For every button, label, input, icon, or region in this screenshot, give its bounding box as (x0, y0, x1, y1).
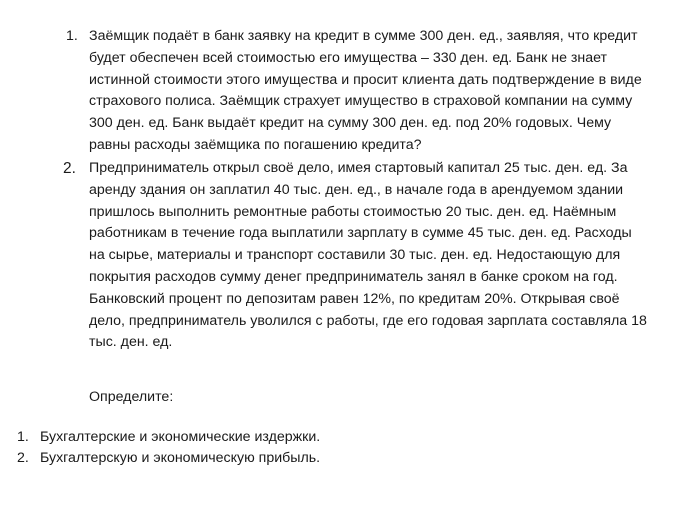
problem-2-number: 2. (63, 160, 76, 177)
problem-1-text (89, 26, 642, 157)
problem-1-line: Заёмщик подаёт в банк заявку на кредит в сумме 300 ден. ед., заявляя, что кредит (89, 28, 638, 44)
problem-2-text (89, 158, 647, 354)
task-2-text: Бухгалтерскую и экономическую прибыль. (40, 450, 321, 466)
problem-2-line: на сырье, материалы и транспорт составили 30 тыс. ден. ед. Недостающую для (89, 247, 621, 264)
problem-2-line: работникам в течение года выплатили зарплату в сумме 45 тыс. ден. ед. Расходы (89, 225, 632, 242)
problem-1-line: страхового полиса. Заёмщик страхует имущество в страховой компании на сумму (89, 93, 633, 110)
define-heading: Определите: (89, 389, 174, 405)
problem-2-line: покрытия расходов сумму денег предприниматель занял в банке сроком на год. (89, 268, 618, 285)
problem-2-line: Предприниматель открыл своё дело, имея стартовый капитал 25 тыс. ден. ед. За (89, 160, 628, 176)
problem-1-number: 1. (66, 28, 78, 44)
problem-1-line: будет обеспечен всей стоимостью его имущества – 330 ден. ед. Банк не знает (89, 49, 608, 66)
problem-2-line: пришлось выполнить ремонтные работы стоимостью 20 тыс. ден. ед. Наёмным (89, 203, 617, 220)
task-1-number: 1. (17, 429, 29, 445)
problem-2-line: тыс. ден. ед. (89, 334, 173, 351)
problem-2-line: дело, предприниматель уволился с работы, где его годовая зарплата составляла 18 (89, 312, 647, 329)
task-1-text: Бухгалтерские и экономические издержки. (40, 429, 321, 445)
problem-2-line: Банковский процент по депозитам равен 12%, по кредитам 20%. Открывая своё (89, 290, 620, 307)
task-2-number: 2. (17, 450, 29, 466)
problem-1-line: равны расходы заёмщика по погашению кредита? (89, 136, 422, 153)
problem-1-line: 300 ден. ед. Банк выдаёт кредит на сумму 300 ден. ед. под 20% годовых. Чему (89, 115, 612, 132)
problem-1-line: истинной стоимости этого имущества и просит клиента дать подтверждение в виде (89, 71, 642, 88)
problem-2-line: аренду здания он заплатил 40 тыс. ден. ед., в начале года в арендуемом здании (89, 181, 624, 198)
